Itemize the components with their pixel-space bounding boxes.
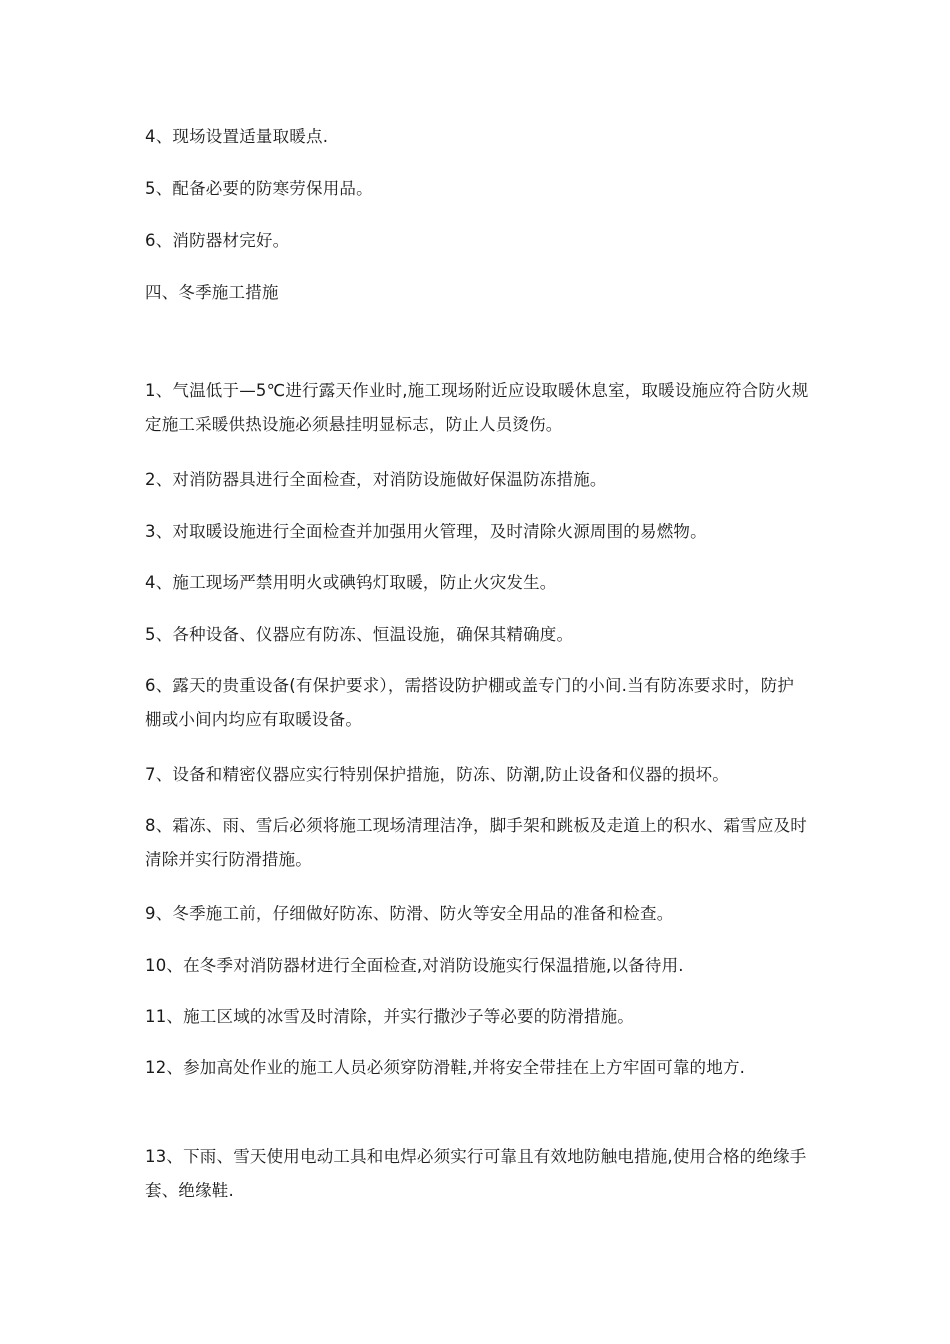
list-item: 8、霜冻、雨、雪后必须将施工现场清理洁净，脚手架和跳板及走道上的积水、霜雪应及时清除并实行防滑措施。	[145, 816, 807, 869]
section-heading: 四、冬季施工措施	[145, 283, 279, 302]
list-item: 13、下雨、雪天使用电动工具和电焊必须实行可靠且有效地防触电措施,使用合格的绝缘手套、绝缘鞋.	[145, 1147, 807, 1200]
list-item: 5、各种设备、仪器应有防冻、恒温设施，确保其精确度。	[145, 625, 574, 644]
list-item: 4、施工现场严禁用明火或碘钨灯取暖，防止火灾发生。	[145, 573, 557, 592]
list-item: 9、冬季施工前，仔细做好防冻、防滑、防火等安全用品的准备和检查。	[145, 904, 674, 923]
list-item: 2、对消防器具进行全面检查，对消防设施做好保温防冻措施。	[145, 470, 607, 489]
list-item: 7、设备和精密仪器应实行特别保护措施，防冻、防潮,防止设备和仪器的损坏。	[145, 765, 729, 784]
list-item: 10、在冬季对消防器材进行全面检查,对消防设施实行保温措施,以备待用.	[145, 956, 684, 975]
list-item: 12、参加高处作业的施工人员必须穿防滑鞋,并将安全带挂在上方牢固可靠的地方.	[145, 1058, 746, 1077]
list-item: 6、露天的贵重设备(有保护要求），需搭设防护棚或盖专门的小间.当有防冻要求时，防护棚或小间内均应有取暖设备。	[145, 676, 795, 729]
list-item: 11、施工区域的冰雪及时清除，并实行撒沙子等必要的防滑措施。	[145, 1007, 634, 1026]
list-item: 1、气温低于—5℃进行露天作业时,施工现场附近应设取暖休息室，取暖设施应符合防火规定施工采暖供热设施必须悬挂明显标志，防止人员烫伤。	[145, 381, 809, 434]
list-item: 5、配备必要的防寒劳保用品。	[145, 179, 373, 198]
list-item: 4、现场设置适量取暖点.	[145, 127, 329, 146]
list-item: 3、对取暖设施进行全面检查并加强用火管理，及时清除火源周围的易燃物。	[145, 522, 707, 541]
list-item: 6、消防器材完好。	[145, 231, 290, 250]
